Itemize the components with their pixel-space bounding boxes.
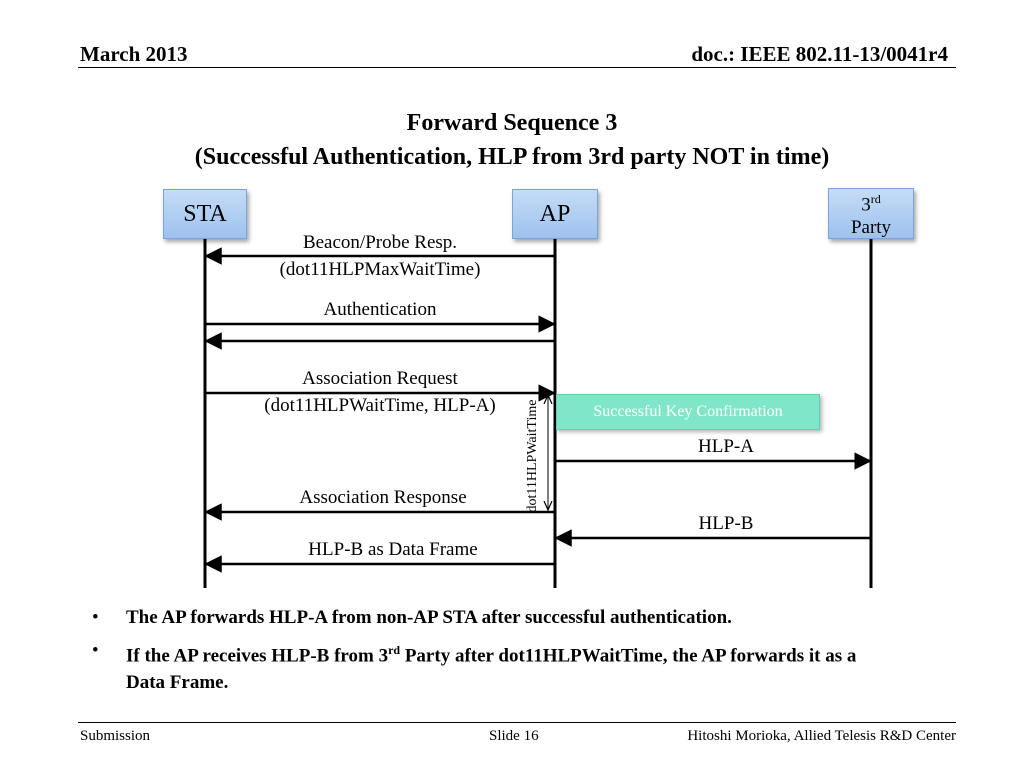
- footer-divider: [78, 722, 956, 723]
- bullet-item: [92, 637, 892, 696]
- ap-label: AP: [539, 200, 571, 227]
- bullet-text-2-pre: If the AP receives HLP-B from 3: [126, 645, 389, 667]
- hlp-a-label: HLP-A: [698, 436, 754, 457]
- bullet-list: [92, 604, 892, 702]
- third-party-box: [828, 188, 914, 239]
- sta-label: STA: [183, 200, 227, 227]
- bullet-text-1: The AP forwards HLP-A from non-AP STA after successful authentication.: [126, 607, 732, 628]
- key-confirmation-box: Successful Key Confirmation: [556, 394, 820, 430]
- footer-slide-number: Slide 16: [489, 728, 539, 744]
- party-label: Party: [850, 216, 892, 238]
- hlp-b-label: HLP-B: [698, 513, 754, 534]
- header-date: March 2013: [80, 42, 188, 66]
- footer-submission: Submission: [80, 728, 151, 744]
- bullet-text-2-sup: rd: [388, 643, 401, 657]
- slide-subtitle: (Successful Authentication, HLP from 3rd party NOT in time): [194, 144, 830, 170]
- footer-author: Hitoshi Morioka, Allied Telesis R&D Center: [687, 728, 956, 744]
- assoc-request-label-2: (dot11HLPWaitTime, HLP-A): [264, 395, 496, 416]
- beacon-label-2: (dot11HLPMaxWaitTime): [279, 259, 481, 280]
- bullet-text-2-post: Party after dot11HLPWaitTime, the AP forwards it as a Data Frame.: [126, 645, 857, 694]
- assoc-response-label: Association Response: [299, 487, 467, 508]
- party-ordinal: 3: [861, 194, 871, 216]
- wait-time-label: dot11HLPWaitTime: [525, 399, 540, 513]
- beacon-label-1: Beacon/Probe Resp.: [302, 232, 458, 253]
- bullet-dot: •: [92, 607, 99, 628]
- authentication-label: Authentication: [323, 299, 437, 320]
- hlp-b-data-label: HLP-B as Data Frame: [308, 539, 478, 560]
- header-doc-id: doc.: IEEE 802.11-13/0041r4: [691, 42, 948, 66]
- assoc-request-label-1: Association Request: [302, 368, 458, 389]
- slide-title: Forward Sequence 3: [406, 110, 618, 136]
- bullet-dot: •: [92, 640, 99, 661]
- party-ordinal-suffix: rd: [870, 192, 881, 207]
- bullet-item: [92, 604, 892, 631]
